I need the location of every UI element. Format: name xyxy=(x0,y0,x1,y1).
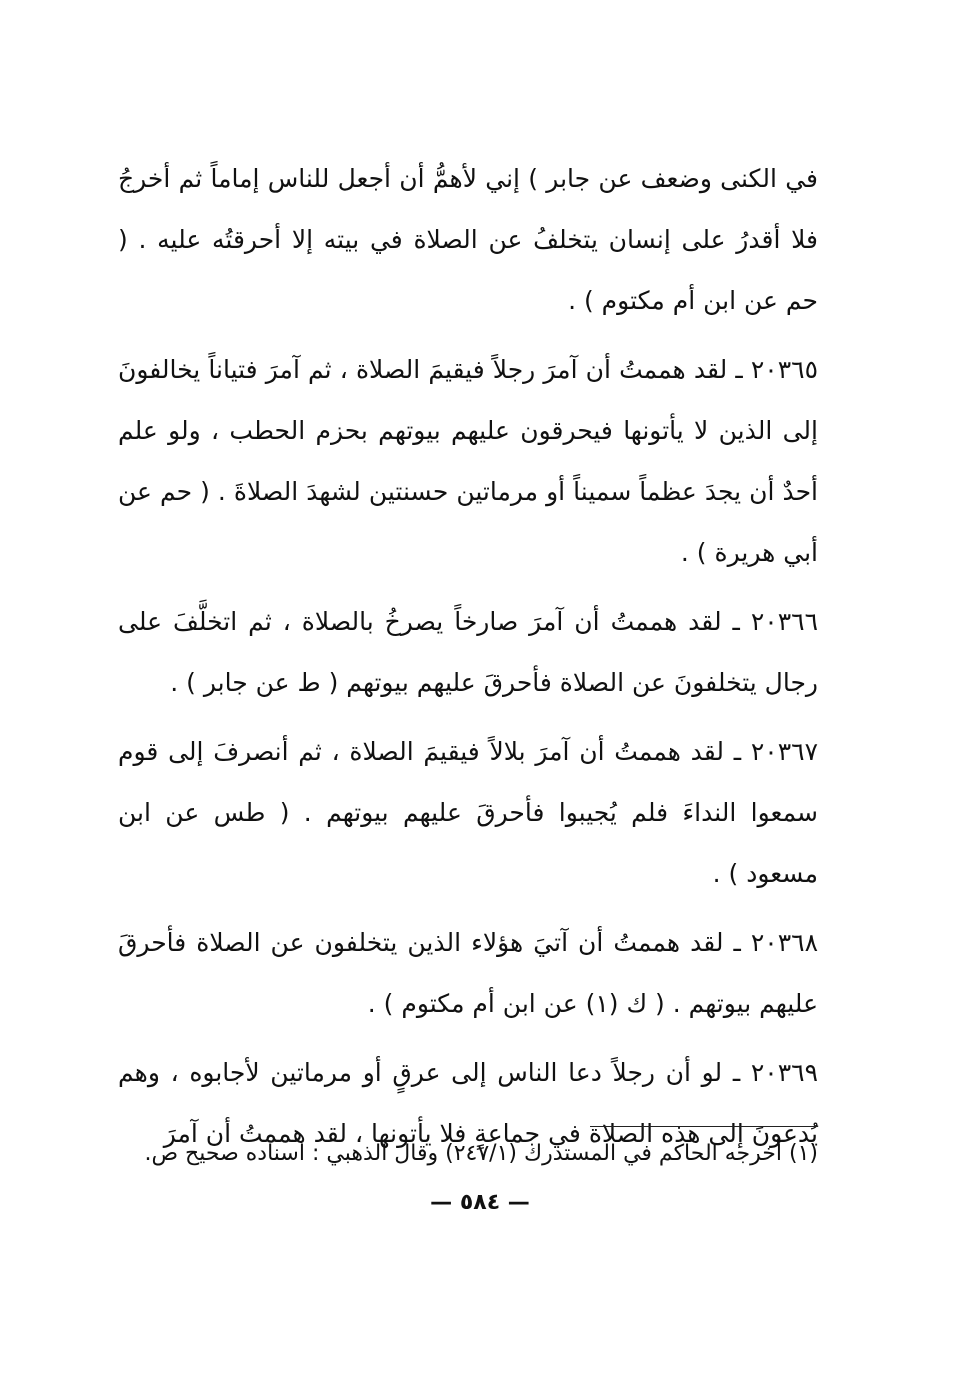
hadith-20365 xyxy=(118,339,818,583)
hadith-20367 xyxy=(118,721,818,904)
hadith-number: ٢٠٣٦٥ xyxy=(750,355,818,384)
page-number: — ٥٨٤ — xyxy=(430,1190,530,1215)
hadith-20368 xyxy=(118,912,818,1034)
paragraph-text: في الكنى وضعف عن جابر ) إني لأهمُّ أن أجعل للناس إماماً ثم أخرجُ فلا أقدرُ على إنسان يتخلفُ عن الصلاة في بيته إلا أحرقتُه عليه . ( حم عن ابن أم مكتوم ) . xyxy=(118,164,818,315)
hadith-number: ٢٠٣٦٩ xyxy=(750,1058,818,1087)
paragraph-text: ـ لو أن رجلاً دعا الناس إلى عرقٍ أو مرماتين لأجابوه ، وهم يُدعونَ إلى هذه الصلاة في جماعةٍ فلا يأتونها ، لقد هممتُ أن آمرَ xyxy=(118,1058,818,1148)
paragraph-text: ـ لقد هممتُ أن آتيَ هؤلاء الذين يتخلفون عن الصلاة فأحرقَ عليهم بيوتهم . ( ك (١) عن ابن أم مكتوم ) . xyxy=(118,928,818,1018)
hadith-number: ٢٠٣٦٦ xyxy=(750,607,818,636)
hadith-20366 xyxy=(118,591,818,713)
hadith-number: ٢٠٣٦٨ xyxy=(750,928,819,957)
paragraph-continuation xyxy=(118,148,818,331)
paragraph-text: ـ لقد هممتُ أن آمرَ رجلاً فيقيمَ الصلاة ، ثم آمرَ فتياناً يخالفونَ إلى الذين لا يأتونها فيحرقون عليهم بيوتهم بحزم الحطب ، ولو علم أحدٌ أن يجدَ عظماً سميناً أو مرماتين حسنتين لشهدَ الصلاةَ . ( حم عن أبي هريرة ) . xyxy=(118,355,818,567)
main-text xyxy=(118,148,818,1172)
footnote-divider xyxy=(590,1126,818,1127)
footnote: (١) أخرجه الحاكم في المستدرك (٢٤٧/١) وقال الذهبي : اسناده صحيح ص. xyxy=(144,1141,818,1166)
hadith-number: ٢٠٣٦٧ xyxy=(750,737,819,766)
paragraph-text: ـ لقد هممتُ أن آمرَ صارخاً يصرخُ بالصلاة ، ثم اتخلَّفَ على رجال يتخلفونَ عن الصلاة فأحرقَ عليهم بيوتهم ( ط عن جابر ) . xyxy=(118,607,818,697)
paragraph-text: ـ لقد هممتُ أن آمرَ بلالاً فيقيمَ الصلاة ، ثم أنصرفَ إلى قوم سمعوا النداءَ فلم يُجيبوا فأحرقَ عليهم بيوتهم . ( طس عن ابن مسعود ) . xyxy=(118,737,818,888)
